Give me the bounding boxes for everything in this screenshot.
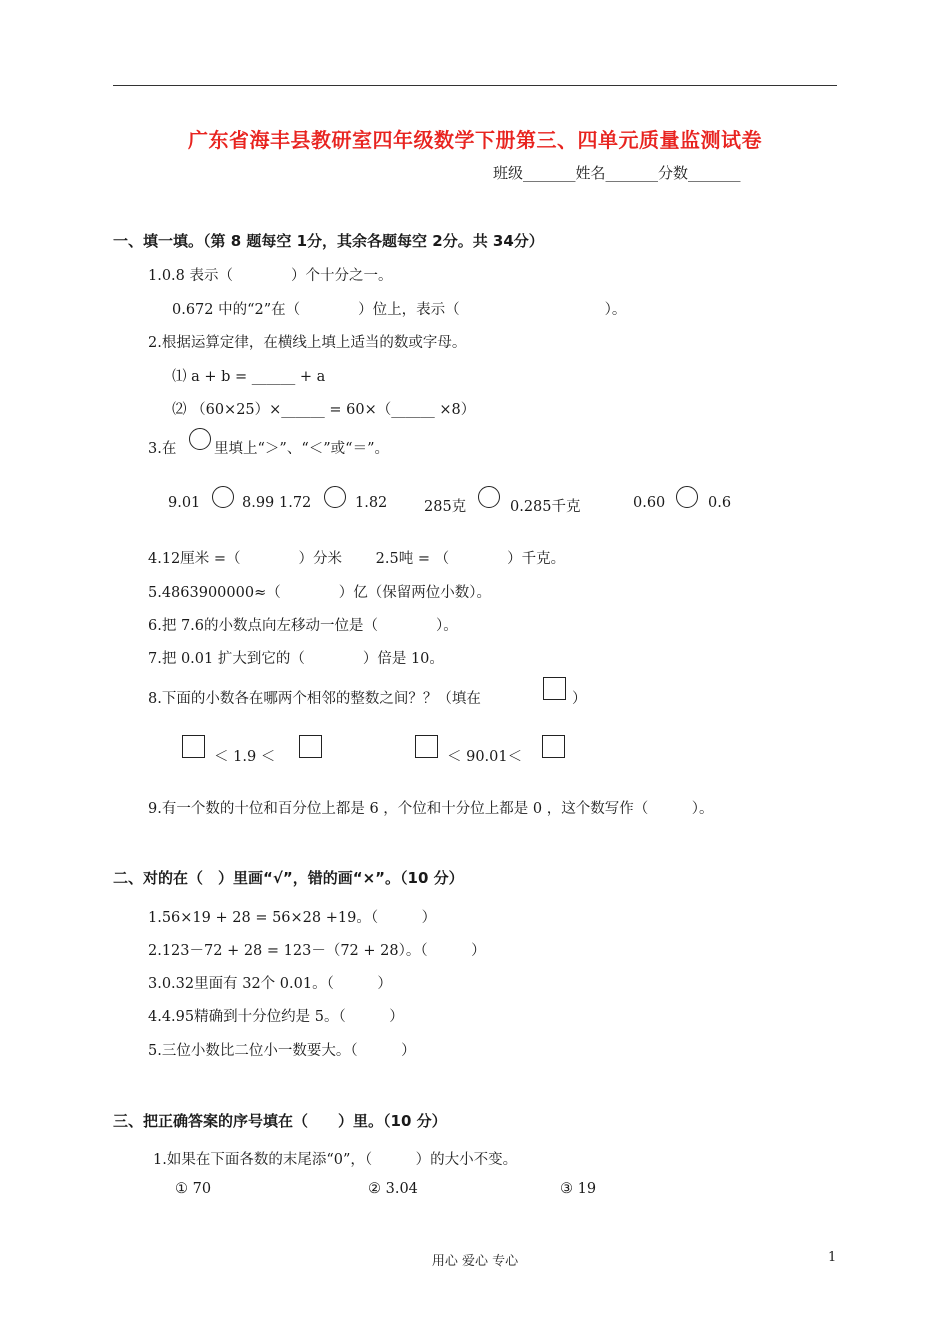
question-2a: ⑴ a + b = ______ + a [172, 369, 326, 385]
question-3-suffix: 里填上“＞”、“＜”或“＝”。 [214, 441, 389, 457]
judge-item-2: 2.123－72 + 28 = 123－（72 + 28）。（ ） [148, 943, 486, 959]
q8b-upper-box[interactable] [542, 735, 565, 758]
compare-4-circle-icon[interactable] [676, 486, 698, 508]
compare-1-circle-icon[interactable] [212, 486, 234, 508]
question-8-suffix: ） [572, 691, 587, 707]
question-2b: ⑵ （60×25）×______ = 60×（______ ×8） [172, 402, 476, 418]
choice-question-1: 1.如果在下面各数的末尾添“0”，（ ）的大小不变。 [153, 1152, 518, 1168]
question-5: 5.4863900000≈（ ）亿（保留两位小数）。 [148, 585, 491, 601]
choice-option-3: ③ 19 [560, 1181, 597, 1197]
compare-2-circle-icon[interactable] [324, 486, 346, 508]
judge-item-4: 4.4.95精确到十分位约是 5。（ ） [148, 1009, 404, 1025]
question-7: 7.把 0.01 扩大到它的（ ）倍是 10。 [148, 651, 444, 667]
footer-text: 用心 爱心 专心 [431, 1254, 519, 1269]
compare-4-left: 0.60 [633, 495, 666, 511]
page-number: 1 [828, 1250, 837, 1265]
page-title: 广东省海丰县教研室四年级数学下册第三、四单元质量监测试卷 [188, 128, 762, 152]
judge-item-3: 3.0.32里面有 32个 0.01。（ ） [148, 976, 392, 992]
choice-option-1: ① 70 [175, 1181, 212, 1197]
q8b-lower-box[interactable] [415, 735, 438, 758]
judge-item-5: 5.三位小数比二位小一数要大。（ ） [148, 1043, 416, 1059]
question-6: 6.把 7.6的小数点向左移动一位是（ ）。 [148, 618, 458, 634]
answer-box-icon [543, 677, 566, 700]
student-info-line: 班级_______姓名_______分数_______ [493, 164, 741, 182]
question-8-prefix: 8.下面的小数各在哪两个相邻的整数之间？？（填在 [148, 691, 481, 707]
compare-3-circle-icon[interactable] [478, 486, 500, 508]
header-rule [113, 85, 837, 86]
compare-2-left: 1.72 [279, 495, 312, 511]
compare-2-right: 1.82 [355, 495, 388, 511]
compare-3-left: 285克 [424, 499, 467, 515]
choice-option-2: ② 3.04 [368, 1181, 418, 1197]
q8b-expression: ＜ 90.01＜ [447, 749, 523, 765]
compare-3-right: 0.285千克 [510, 499, 581, 515]
section2-heading: 二、对的在（ ）里画“√”，错的画“×”。（10 分） [113, 869, 464, 887]
q8a-lower-box[interactable] [182, 735, 205, 758]
q8a-expression: ＜ 1.9 ＜ [214, 749, 276, 765]
compare-4-right: 0.6 [708, 495, 732, 511]
compare-1-left: 9.01 [168, 495, 201, 511]
question-3-prefix: 3.在 [148, 441, 177, 457]
answer-circle-icon [189, 428, 211, 450]
judge-item-1: 1.56×19 + 28 = 56×28 +19。（ ） [148, 910, 437, 926]
section1-heading: 一、填一填。（第 8 题每空 1分，其余各题每空 2分。共 34分） [113, 232, 544, 250]
question-2: 2.根据运算定律，在横线上填上适当的数或字母。 [148, 335, 467, 351]
q8a-upper-box[interactable] [299, 735, 322, 758]
question-1a: 1.0.8 表示（ ）个十分之一。 [148, 268, 393, 284]
question-4: 4.12厘米 =（ ）分米 2.5吨 = （ ）千克。 [148, 551, 566, 567]
section3-heading: 三、把正确答案的序号填在（ ）里。（10 分） [113, 1112, 447, 1130]
question-9: 9.有一个数的十位和百分位上都是 6 ，个位和十分位上都是 0 ，这个数写作（ ）。 [148, 801, 714, 817]
compare-1-right: 8.99 [242, 495, 275, 511]
question-1b: 0.672 中的“2”在（ ）位上，表示（ ）。 [172, 302, 627, 318]
